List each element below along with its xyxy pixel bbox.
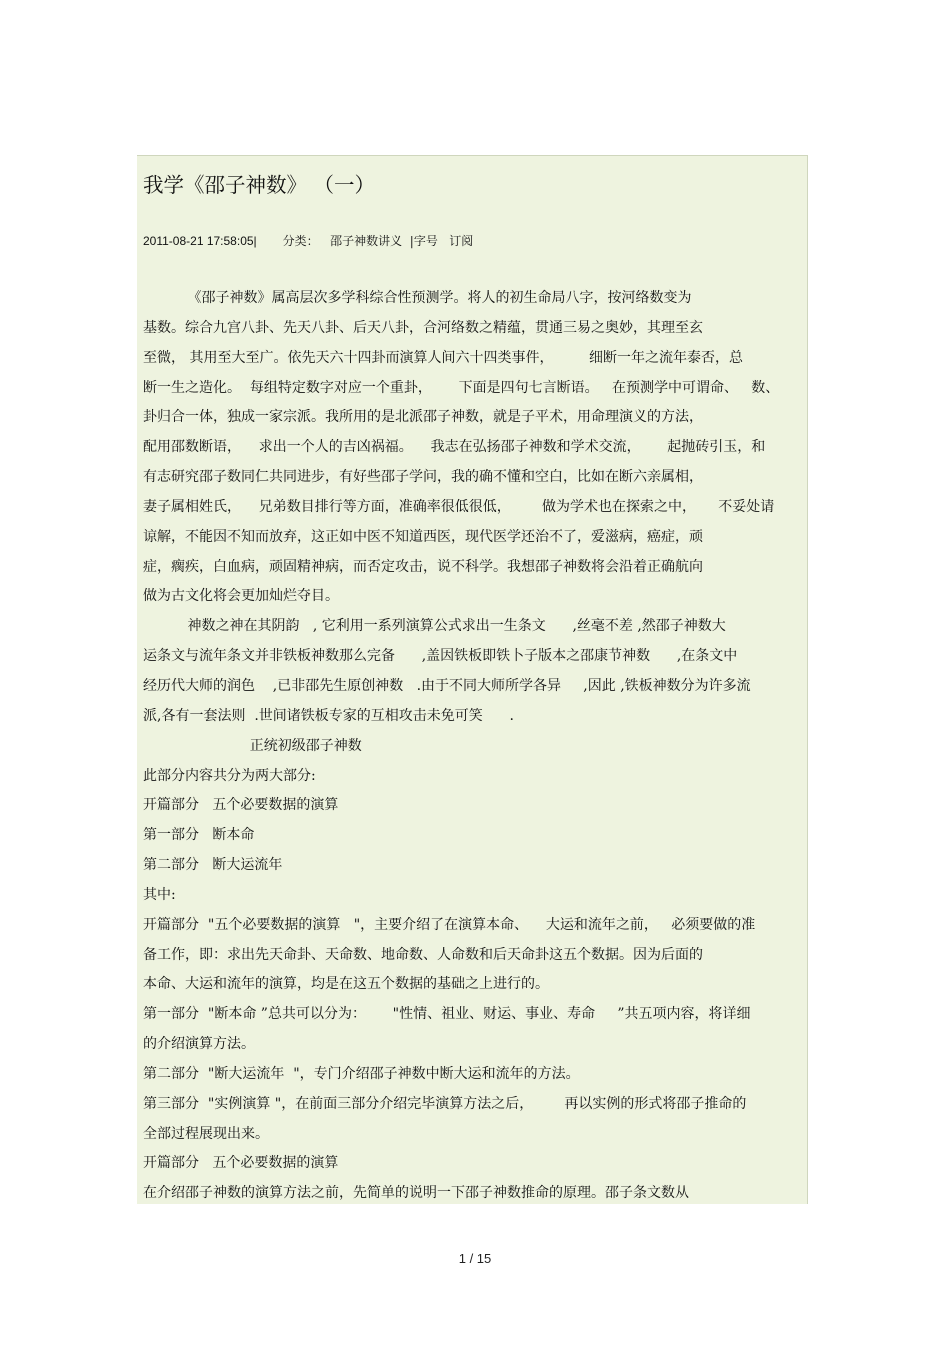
body-text-line: 正统初级邵子神数	[143, 737, 362, 754]
body-text-line: 做为古文化将会更加灿烂夺目。	[143, 588, 339, 605]
document-panel	[137, 155, 808, 1204]
page-title: 我学《邵子神数》 （一）	[143, 173, 376, 197]
body-text-line: 的介绍演算方法。	[143, 1036, 255, 1053]
subscribe-link[interactable]: 订阅	[449, 234, 474, 248]
body-text-line: 开篇部分 "五个必要数据的演算 "，主要介绍了在演算本命、 大运和流年之前， 必须要做的准	[143, 916, 756, 933]
body-text-line: 至微， 其用至大至广。依先天六十四卦而演算人间六十四类事件， 细断一年之流年泰否，总	[143, 349, 744, 366]
body-text-line: 派,各有一套法则 .世间诸铁板专家的互相攻击未免可笑 .	[143, 707, 514, 724]
body-text-line: 神数之神在其阴韵 , 它利用一系列演算公式求出一生条文 ,丝毫不差 ,然邵子神数大	[143, 618, 726, 635]
article-body	[143, 284, 807, 1209]
body-text-line: 症，瘸疾，白血病，顽固精神病，而否定攻击，说不科学。我想邵子神数将会沿着正确航向	[143, 558, 703, 575]
body-text-line: 经历代大师的润色 ,已非邵先生原创神数 .由于不同大师所学各异 ,因此 ,铁板神数分为许多流	[143, 677, 751, 694]
body-text-line: 基数。综合九宫八卦、先天八卦、后天八卦，合河络数之精蕴，贯通三易之奥妙，其理至玄	[143, 319, 703, 336]
body-text-line: 第二部分 "断大运流年 "，专门介绍邵子神数中断大运和流年的方法。	[143, 1065, 580, 1082]
body-text-line: 断一生之造化。 每组特定数字对应一个重卦， 下面是四句七言断语。 在预测学中可谓命、 数、	[143, 379, 780, 396]
body-text-line: 第二部分 断大运流年	[143, 857, 283, 874]
body-text-line: 第一部分 "断本命 ”总共可以分为： "性情、祖业、财运、事业、寿命 ”共五项内容，将详细	[143, 1006, 751, 1023]
body-text-line: 第一部分 断本命	[143, 827, 255, 844]
article-meta	[143, 232, 473, 249]
body-text-line: 有志研究邵子数同仁共同进步，有好些邵子学问，我的确不懂和空白，比如在断六亲属相，	[143, 469, 703, 486]
body-text-line: 运条文与流年条文并非铁板神数那么完备 ,盖因铁板即铁卜子版本之邵康节神数 ,在条文中	[143, 648, 738, 665]
post-datetime: 2011-08-21 17:58:05|	[143, 234, 257, 248]
body-text-line: 第三部分 "实例演算 "，在前面三部分介绍完毕演算方法之后， 再以实例的形式将邵子推命的	[143, 1095, 747, 1112]
body-text-line: 开篇部分 五个必要数据的演算	[143, 1155, 339, 1172]
category-link[interactable]: 邵子神数讲义	[330, 234, 403, 248]
body-text-line: 其中:	[143, 886, 176, 903]
body-text-line: 妻子属相姓氏， 兄弟数目排行等方面，准确率很低很低， 做为学术也在探索之中， 不妥处请	[143, 498, 775, 515]
body-text-line: 全部过程展现出来。	[143, 1125, 269, 1142]
body-text-line: 此部分内容共分为两大部分:	[143, 767, 316, 784]
body-text-line: 备工作，即：求出先天命卦、天命数、地命数、人命数和后天命卦这五个数据。因为后面的	[143, 946, 703, 963]
body-text-line: 《邵子神数》属高层次多学科综合性预测学。将人的初生命局八字，按河络数变为	[143, 290, 692, 306]
body-text-line: 谅解，不能因不知而放弃，这正如中医不知道西医，现代医学还治不了，爱滋病，癌症，顽	[143, 528, 703, 545]
page-indicator: 1 / 15	[458, 1251, 492, 1266]
category-label: 分类：	[282, 234, 319, 248]
font-size-link[interactable]: |字号	[409, 234, 438, 248]
body-text-line: 本命、大运和流年的演算，均是在这五个数据的基础之上进行的。	[143, 976, 549, 993]
body-text-line: 配用邵数断语， 求出一个人的吉凶祸福。 我志在弘扬邵子神数和学术交流， 起抛砖引玉，和	[143, 439, 766, 456]
body-text-line: 在介绍邵子神数的演算方法之前，先简单的说明一下邵子神数推命的原理。邵子条文数从	[143, 1185, 689, 1202]
body-text-line: 卦归合一体，独成一家宗派。我所用的是北派邵子神数，就是子平术，用命理演义的方法，	[143, 409, 703, 426]
body-text-line: 开篇部分 五个必要数据的演算	[143, 797, 339, 814]
